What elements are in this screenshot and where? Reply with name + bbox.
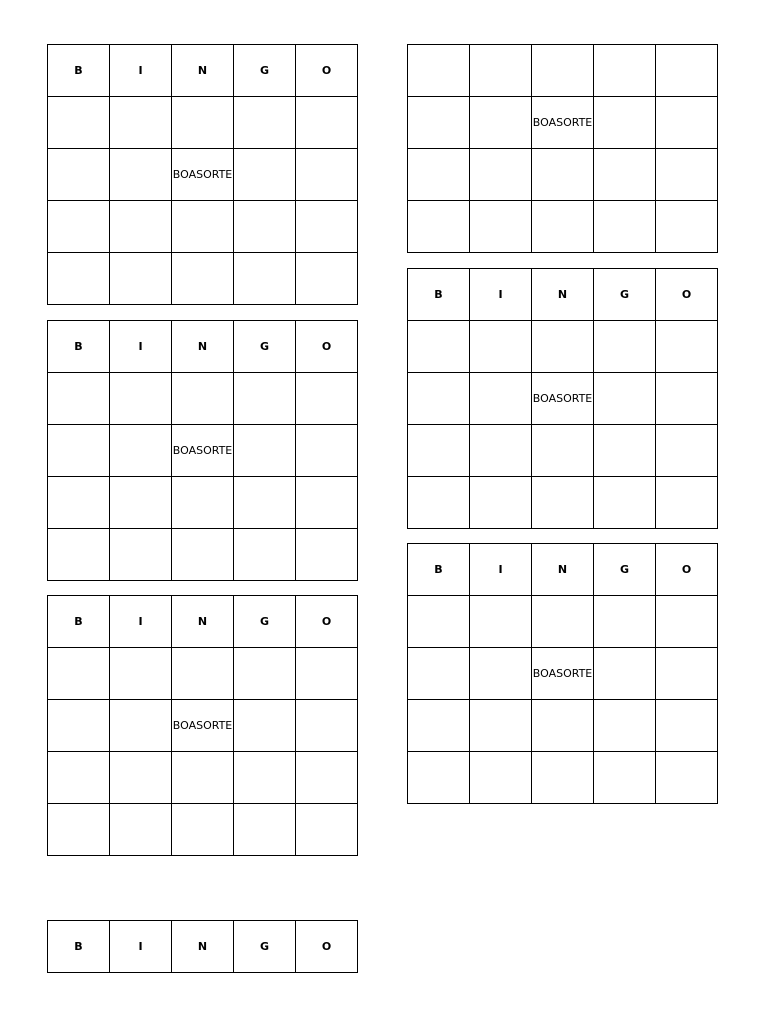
- number-cell: [594, 373, 656, 425]
- number-cell: [470, 373, 532, 425]
- header-letter-b: B: [48, 596, 110, 648]
- number-cell: [656, 97, 718, 149]
- number-cell: [470, 477, 532, 529]
- header-letter-g: G: [594, 269, 656, 321]
- card-left-4-partial: [47, 920, 358, 973]
- number-cell: [594, 321, 656, 373]
- free-space-cell: [172, 149, 234, 201]
- header-letter-g: G: [234, 45, 296, 97]
- header-letter-i: I: [110, 921, 172, 973]
- number-cell: [296, 529, 358, 581]
- number-cell: [408, 45, 470, 97]
- free-space-line2: SORTE: [556, 666, 593, 680]
- header-letter-g: G: [234, 921, 296, 973]
- number-cell: [408, 97, 470, 149]
- free-space-cell: [172, 425, 234, 477]
- number-cell: [594, 700, 656, 752]
- header-letter-o: O: [296, 921, 358, 973]
- card-right-1-partial: [407, 44, 718, 253]
- number-cell: [48, 804, 110, 856]
- number-cell: [470, 425, 532, 477]
- number-cell: [532, 201, 594, 253]
- number-cell: [234, 373, 296, 425]
- number-cell: [172, 373, 234, 425]
- number-cell: [408, 373, 470, 425]
- header-letter-n: N: [532, 544, 594, 596]
- number-cell: [48, 700, 110, 752]
- number-cell: [656, 45, 718, 97]
- card-left-1: [47, 44, 358, 305]
- header-letter-o: O: [296, 321, 358, 373]
- free-space-cell: [172, 700, 234, 752]
- free-space-line2: SORTE: [196, 443, 233, 457]
- header-letter-n: N: [172, 921, 234, 973]
- card-left-3: [47, 595, 358, 856]
- number-cell: [594, 97, 656, 149]
- number-cell: [234, 752, 296, 804]
- header-letter-n: N: [172, 45, 234, 97]
- number-cell: [408, 149, 470, 201]
- free-space-line1: BOA: [532, 666, 557, 680]
- number-cell: [48, 529, 110, 581]
- header-letter-i: I: [110, 321, 172, 373]
- number-cell: [296, 752, 358, 804]
- number-cell: [110, 201, 172, 253]
- number-cell: [470, 201, 532, 253]
- header-letter-b: B: [48, 45, 110, 97]
- number-cell: [234, 477, 296, 529]
- number-cell: [110, 648, 172, 700]
- card-left-2: [47, 320, 358, 581]
- number-cell: [296, 700, 358, 752]
- number-cell: [234, 253, 296, 305]
- number-cell: [296, 425, 358, 477]
- number-cell: [532, 477, 594, 529]
- number-cell: [532, 321, 594, 373]
- header-letter-g: G: [594, 544, 656, 596]
- number-cell: [470, 752, 532, 804]
- number-cell: [408, 477, 470, 529]
- number-cell: [594, 425, 656, 477]
- number-cell: [594, 149, 656, 201]
- header-letter-i: I: [470, 269, 532, 321]
- header-letter-n: N: [532, 269, 594, 321]
- number-cell: [470, 700, 532, 752]
- free-space-line2: SORTE: [556, 115, 593, 129]
- free-space-line1: BOA: [172, 443, 197, 457]
- number-cell: [656, 596, 718, 648]
- number-cell: [408, 700, 470, 752]
- number-cell: [656, 648, 718, 700]
- header-letter-o: O: [656, 269, 718, 321]
- number-cell: [110, 425, 172, 477]
- number-cell: [296, 253, 358, 305]
- number-cell: [656, 201, 718, 253]
- number-cell: [408, 201, 470, 253]
- number-cell: [296, 804, 358, 856]
- number-cell: [234, 97, 296, 149]
- card-right-3: [407, 543, 718, 804]
- header-letter-b: B: [408, 269, 470, 321]
- number-cell: [48, 97, 110, 149]
- number-cell: [470, 321, 532, 373]
- number-cell: [594, 45, 656, 97]
- number-cell: [172, 529, 234, 581]
- number-cell: [110, 752, 172, 804]
- number-cell: [594, 477, 656, 529]
- number-cell: [408, 596, 470, 648]
- number-cell: [172, 253, 234, 305]
- number-cell: [110, 97, 172, 149]
- free-space-line2: SORTE: [196, 167, 233, 181]
- header-letter-b: B: [48, 921, 110, 973]
- header-letter-o: O: [656, 544, 718, 596]
- free-space-line1: BOA: [532, 115, 557, 129]
- number-cell: [48, 648, 110, 700]
- number-cell: [234, 201, 296, 253]
- number-cell: [48, 477, 110, 529]
- header-letter-o: O: [296, 45, 358, 97]
- number-cell: [656, 321, 718, 373]
- number-cell: [296, 477, 358, 529]
- number-cell: [594, 596, 656, 648]
- number-cell: [532, 752, 594, 804]
- number-cell: [48, 373, 110, 425]
- number-cell: [234, 529, 296, 581]
- number-cell: [48, 253, 110, 305]
- number-cell: [408, 321, 470, 373]
- number-cell: [594, 648, 656, 700]
- number-cell: [656, 477, 718, 529]
- number-cell: [110, 529, 172, 581]
- header-letter-o: O: [296, 596, 358, 648]
- number-cell: [172, 97, 234, 149]
- number-cell: [470, 45, 532, 97]
- number-cell: [408, 752, 470, 804]
- number-cell: [110, 700, 172, 752]
- number-cell: [234, 700, 296, 752]
- number-cell: [234, 425, 296, 477]
- number-cell: [594, 201, 656, 253]
- number-cell: [532, 425, 594, 477]
- number-cell: [48, 425, 110, 477]
- header-letter-n: N: [172, 596, 234, 648]
- free-space-line1: BOA: [172, 167, 197, 181]
- free-space-line2: SORTE: [556, 391, 593, 405]
- number-cell: [470, 97, 532, 149]
- number-cell: [296, 201, 358, 253]
- number-cell: [172, 804, 234, 856]
- number-cell: [48, 149, 110, 201]
- card-right-2: [407, 268, 718, 529]
- free-space-cell: [532, 648, 594, 700]
- number-cell: [110, 253, 172, 305]
- number-cell: [408, 425, 470, 477]
- number-cell: [532, 700, 594, 752]
- free-space-cell: [532, 373, 594, 425]
- header-letter-g: G: [234, 596, 296, 648]
- number-cell: [234, 804, 296, 856]
- free-space-line1: BOA: [532, 391, 557, 405]
- number-cell: [172, 477, 234, 529]
- number-cell: [234, 149, 296, 201]
- number-cell: [296, 149, 358, 201]
- number-cell: [656, 373, 718, 425]
- header-letter-i: I: [110, 596, 172, 648]
- number-cell: [656, 700, 718, 752]
- number-cell: [656, 149, 718, 201]
- header-letter-i: I: [470, 544, 532, 596]
- number-cell: [110, 373, 172, 425]
- number-cell: [296, 373, 358, 425]
- number-cell: [48, 752, 110, 804]
- number-cell: [656, 425, 718, 477]
- number-cell: [296, 648, 358, 700]
- number-cell: [234, 648, 296, 700]
- number-cell: [532, 149, 594, 201]
- number-cell: [172, 752, 234, 804]
- number-cell: [172, 648, 234, 700]
- header-letter-i: I: [110, 45, 172, 97]
- number-cell: [408, 648, 470, 700]
- number-cell: [656, 752, 718, 804]
- header-letter-n: N: [172, 321, 234, 373]
- number-cell: [470, 648, 532, 700]
- number-cell: [470, 596, 532, 648]
- number-cell: [172, 201, 234, 253]
- number-cell: [296, 97, 358, 149]
- number-cell: [532, 45, 594, 97]
- free-space-line2: SORTE: [196, 718, 233, 732]
- number-cell: [594, 752, 656, 804]
- number-cell: [532, 596, 594, 648]
- free-space-cell: [532, 97, 594, 149]
- number-cell: [110, 149, 172, 201]
- header-letter-g: G: [234, 321, 296, 373]
- header-letter-b: B: [408, 544, 470, 596]
- number-cell: [110, 804, 172, 856]
- number-cell: [470, 149, 532, 201]
- number-cell: [48, 201, 110, 253]
- free-space-line1: BOA: [172, 718, 197, 732]
- number-cell: [110, 477, 172, 529]
- header-letter-b: B: [48, 321, 110, 373]
